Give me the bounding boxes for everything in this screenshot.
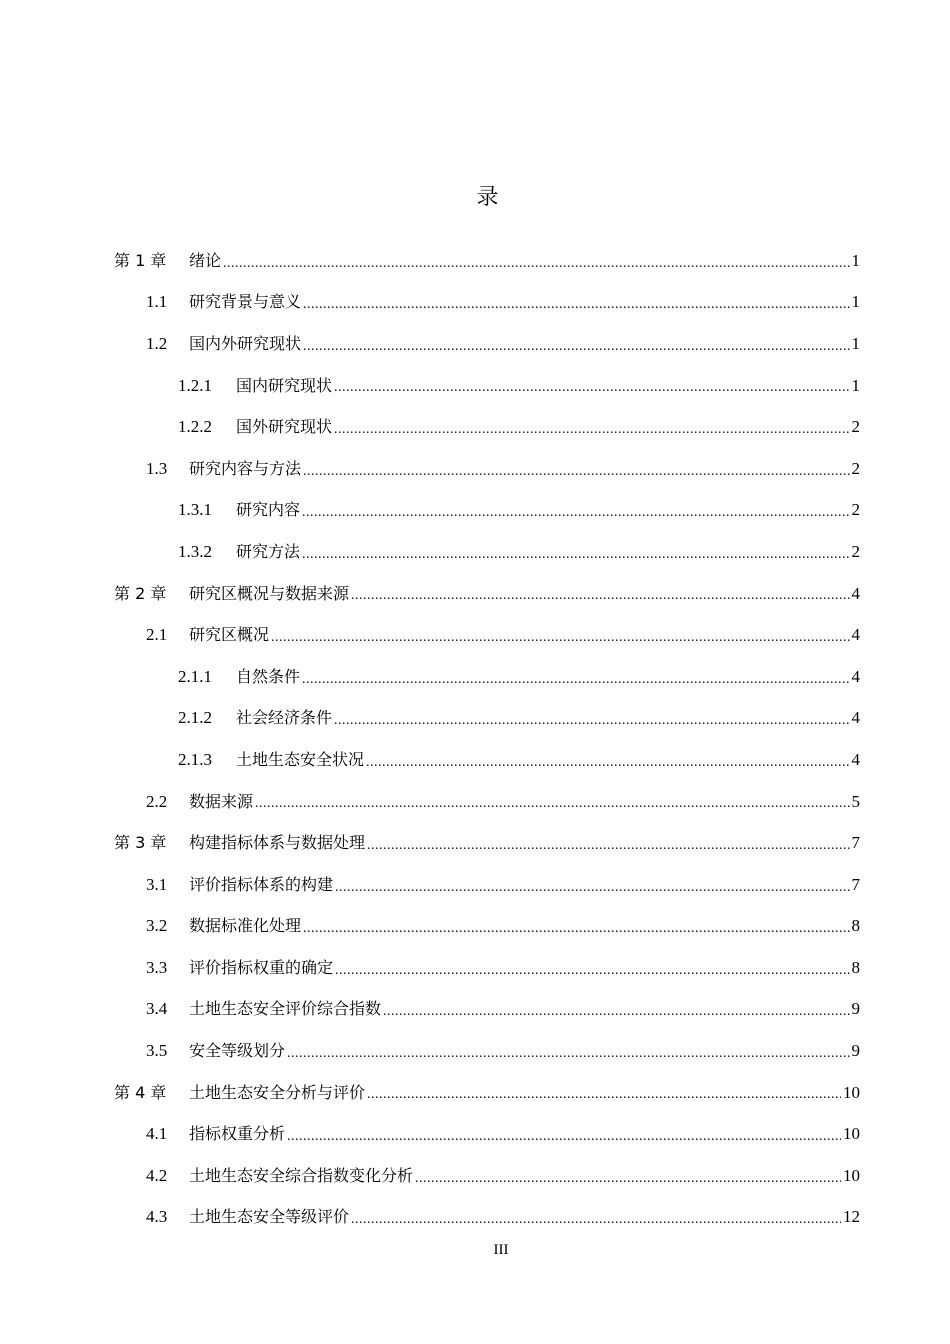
toc-entry[interactable] <box>114 906 860 948</box>
toc-entry-number: 1.3.1 <box>178 500 212 520</box>
toc-entry[interactable] <box>114 365 860 407</box>
toc-entry-number: 第 3 章 <box>114 833 167 853</box>
toc-entry-title: 研究方法 <box>236 541 301 561</box>
toc-entry-page-number: 1 <box>851 375 860 395</box>
toc-entry-title: 社会经济条件 <box>236 708 333 728</box>
toc-entry[interactable] <box>114 1072 860 1114</box>
toc-entry-page-number: 1 <box>851 250 860 270</box>
toc-entry-page-number: 4 <box>851 666 860 686</box>
toc-entry-title: 研究内容 <box>236 500 301 520</box>
toc-entry-page-number: 4 <box>851 708 860 728</box>
toc-entry[interactable] <box>114 323 860 365</box>
toc-dot-leader <box>303 340 849 365</box>
toc-entry-number: 第 2 章 <box>114 583 167 603</box>
toc-entry[interactable] <box>114 448 860 490</box>
toc-entry[interactable] <box>114 781 860 823</box>
toc-entry-number: 第 1 章 <box>114 250 167 270</box>
toc-entry-title: 评价指标体系的构建 <box>189 874 334 894</box>
toc-entry-page-number: 5 <box>851 791 860 811</box>
toc-entry-number: 2.1.3 <box>178 749 212 769</box>
toc-entry-number: 1.3.2 <box>178 541 212 561</box>
toc-entry-number: 3.4 <box>146 999 168 1019</box>
toc-entry-title: 土地生态安全状况 <box>236 749 365 769</box>
toc-entry-title: 研究区概况与数据来源 <box>189 583 350 603</box>
toc-entry-number: 1.1 <box>146 292 168 312</box>
toc-dot-leader <box>287 1130 841 1155</box>
toc-entry-page-number: 1 <box>851 292 860 312</box>
toc-entry-title: 绪论 <box>189 250 222 270</box>
toc-dot-leader <box>367 1088 841 1113</box>
toc-entry-page-number: 8 <box>851 916 860 936</box>
toc-entry-page-number: 8 <box>851 957 860 977</box>
toc-entry-title: 指标权重分析 <box>189 1124 286 1144</box>
toc-entry-title: 构建指标体系与数据处理 <box>189 833 366 853</box>
toc-entry[interactable] <box>114 614 860 656</box>
toc-entry[interactable] <box>114 698 860 740</box>
toc-dot-leader <box>303 465 849 490</box>
toc-entry-number: 4.1 <box>146 1124 168 1144</box>
toc-entry-page-number: 10 <box>843 1165 860 1185</box>
toc-entry-title: 土地生态安全等级评价 <box>189 1207 350 1227</box>
toc-entry-title: 国外研究现状 <box>236 417 333 437</box>
toc-entry-page-number: 2 <box>851 417 860 437</box>
toc-entry-number: 2.1.2 <box>178 708 212 728</box>
toc-entry-page-number: 4 <box>851 625 860 645</box>
toc-entry[interactable] <box>114 490 860 532</box>
toc-entry-page-number: 2 <box>851 458 860 478</box>
toc-entry-title: 土地生态安全分析与评价 <box>189 1082 366 1102</box>
toc-dot-leader <box>366 756 849 781</box>
toc-dot-leader <box>302 548 849 573</box>
toc-entry-title: 数据标准化处理 <box>189 916 302 936</box>
toc-dot-leader <box>223 257 849 282</box>
toc-dot-leader <box>334 381 849 406</box>
toc-entry[interactable] <box>114 947 860 989</box>
toc-entry[interactable] <box>114 573 860 615</box>
toc-entry[interactable] <box>114 240 860 282</box>
toc-entry-number: 2.1 <box>146 625 168 645</box>
toc-entry-title: 研究背景与意义 <box>189 292 302 312</box>
toc-entry-number: 4.3 <box>146 1207 168 1227</box>
toc-entry-title: 国内研究现状 <box>236 375 333 395</box>
toc-entry-page-number: 10 <box>843 1124 860 1144</box>
toc-entry[interactable] <box>114 1113 860 1155</box>
toc-dot-leader <box>302 506 849 531</box>
toc-entry[interactable] <box>114 739 860 781</box>
toc-dot-leader <box>335 881 849 906</box>
toc-entry-page-number: 2 <box>851 500 860 520</box>
toc-entry[interactable] <box>114 1030 860 1072</box>
toc-entry-page-number: 7 <box>851 833 860 853</box>
toc-title: 录 <box>476 185 499 210</box>
toc-entry-number: 3.1 <box>146 874 168 894</box>
toc-entry-page-number: 9 <box>851 1041 860 1061</box>
toc-entry-title: 安全等级划分 <box>189 1041 286 1061</box>
toc-entry-title: 土地生态安全评价综合指数 <box>189 999 382 1019</box>
toc-entry-number: 2.1.1 <box>178 666 212 686</box>
toc-entry-page-number: 4 <box>851 583 860 603</box>
toc-entry-number: 1.2 <box>146 333 168 353</box>
toc-entry-title: 数据来源 <box>189 791 254 811</box>
toc-dot-leader <box>334 714 849 739</box>
toc-entry-number: 第 4 章 <box>114 1082 167 1102</box>
toc-dot-leader <box>287 1047 849 1072</box>
toc-entry[interactable] <box>114 1197 860 1239</box>
toc-dot-leader <box>383 1005 849 1030</box>
toc-dot-leader <box>415 1172 841 1197</box>
toc-entry[interactable] <box>114 282 860 324</box>
toc-entry[interactable] <box>114 656 860 698</box>
toc-entry-page-number: 2 <box>851 541 860 561</box>
toc-entry-number: 3.3 <box>146 957 168 977</box>
toc-dot-leader <box>351 589 849 614</box>
toc-entry[interactable] <box>114 531 860 573</box>
toc-entry-title: 研究内容与方法 <box>189 458 302 478</box>
toc-entry[interactable] <box>114 822 860 864</box>
toc-entry-title: 研究区概况 <box>189 625 270 645</box>
toc-dot-leader <box>303 922 849 947</box>
toc-entry-number: 2.2 <box>146 791 168 811</box>
toc-entry-number: 3.2 <box>146 916 168 936</box>
toc-entry-title: 国内外研究现状 <box>189 333 302 353</box>
page-number-footer: III <box>493 1242 509 1258</box>
toc-dot-leader <box>303 298 849 323</box>
toc-dot-leader <box>255 797 849 822</box>
table-of-contents <box>114 240 860 1238</box>
toc-entry-page-number: 4 <box>851 749 860 769</box>
toc-dot-leader <box>334 423 849 448</box>
toc-entry[interactable] <box>114 989 860 1031</box>
toc-entry-title: 评价指标权重的确定 <box>189 957 334 977</box>
toc-entry-title: 土地生态安全综合指数变化分析 <box>189 1165 414 1185</box>
toc-entry-title: 自然条件 <box>236 666 301 686</box>
toc-entry-number: 1.2.1 <box>178 375 212 395</box>
toc-dot-leader <box>351 1213 841 1238</box>
toc-entry-page-number: 10 <box>843 1082 860 1102</box>
toc-entry-page-number: 9 <box>851 999 860 1019</box>
toc-entry-page-number: 7 <box>851 874 860 894</box>
toc-dot-leader <box>302 673 849 698</box>
toc-entry-number: 4.2 <box>146 1165 168 1185</box>
toc-entry-number: 1.2.2 <box>178 417 212 437</box>
toc-entry-number: 1.3 <box>146 458 168 478</box>
toc-entry[interactable] <box>114 1155 860 1197</box>
toc-entry-number: 3.5 <box>146 1041 168 1061</box>
toc-entry-page-number: 1 <box>851 333 860 353</box>
toc-entry-page-number: 12 <box>843 1207 860 1227</box>
toc-dot-leader <box>335 964 849 989</box>
toc-dot-leader <box>271 631 849 656</box>
toc-entry[interactable] <box>114 864 860 906</box>
toc-entry[interactable] <box>114 406 860 448</box>
toc-dot-leader <box>367 839 849 864</box>
